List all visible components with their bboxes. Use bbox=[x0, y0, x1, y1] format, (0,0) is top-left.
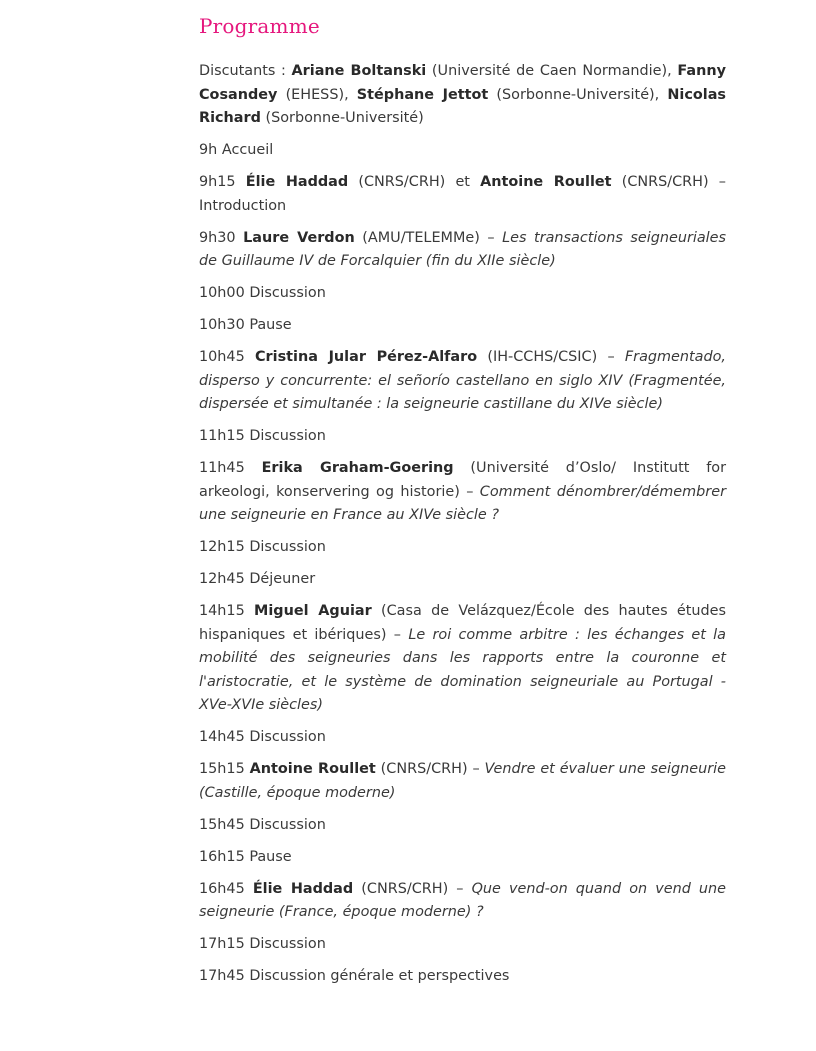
entry-text: 11h15 Discussion bbox=[199, 428, 326, 444]
entry-text: (CNRS/CRH) – bbox=[375, 761, 485, 777]
talk-title: Vendre et évaluer une seigneurie (Castille, époque moderne) bbox=[199, 761, 726, 801]
entry-text: 16h45 bbox=[199, 880, 253, 897]
programme-entry bbox=[199, 814, 726, 838]
entry-text: Discutants : bbox=[199, 63, 292, 79]
programme-entry bbox=[199, 536, 726, 560]
entry-text: 9h15 bbox=[199, 174, 246, 190]
programme-entry bbox=[199, 933, 726, 957]
talk-title: Le roi comme arbitre : les échanges et la mobilité des seigneuries dans les rapports entre la couronne et l'aristocratie, et le système de domination seigneuriale au Portugal - XVe-XVIe siècles) bbox=[199, 626, 726, 713]
page-title: Programme bbox=[199, 14, 320, 38]
entry-text: 17h15 Discussion bbox=[199, 936, 326, 952]
programme-entry bbox=[199, 846, 726, 870]
entry-text: (Université de Caen Normandie), bbox=[426, 63, 678, 79]
entry-text: (CNRS/CRH) – bbox=[353, 880, 472, 897]
entry-text: 9h30 bbox=[199, 229, 244, 246]
speaker-name: Fanny Cosandey bbox=[199, 63, 726, 103]
programme-entry bbox=[199, 60, 726, 131]
entry-text: 14h15 bbox=[199, 603, 255, 619]
programme-entry bbox=[199, 227, 726, 274]
programme-entry bbox=[199, 425, 726, 449]
entry-text: 10h00 Discussion bbox=[199, 285, 326, 301]
speaker-name: Antoine Roullet bbox=[480, 174, 612, 190]
entry-text: (AMU/TELEMMe) – bbox=[354, 229, 503, 246]
programme-entry bbox=[199, 758, 726, 805]
entry-text: 11h45 bbox=[199, 460, 262, 476]
speaker-name: Ariane Boltanski bbox=[291, 63, 427, 79]
programme-entry bbox=[199, 878, 726, 925]
talk-title: Que vend-on quand on vend une seigneurie (France, époque moderne) ? bbox=[199, 880, 727, 920]
entry-text: (Sorbonne-Université) bbox=[260, 110, 424, 126]
entry-text: 15h45 Discussion bbox=[199, 816, 326, 833]
entry-text: 10h30 Pause bbox=[199, 317, 292, 333]
programme-entry bbox=[199, 457, 726, 528]
programme-entry bbox=[199, 965, 726, 989]
speaker-name: Élie Haddad bbox=[252, 880, 354, 897]
programme-entry bbox=[199, 171, 726, 218]
speaker-name: Antoine Roullet bbox=[249, 761, 376, 777]
talk-title: Comment dénombrer/démembrer une seigneurie en France au XIVe siècle ? bbox=[199, 483, 726, 523]
entry-text: (CNRS/CRH) – Introduction bbox=[199, 174, 726, 214]
entry-text: 12h15 Discussion bbox=[199, 539, 326, 555]
entry-text: 15h15 bbox=[199, 761, 250, 777]
programme-entry bbox=[199, 346, 726, 417]
entry-text: (IH-CCHS/CSIC) – bbox=[477, 349, 625, 365]
programme-entry bbox=[199, 568, 726, 592]
programme-section bbox=[199, 14, 726, 997]
speaker-name: Cristina Jular Pérez-Alfaro bbox=[254, 349, 478, 365]
entry-text: (Casa de Velázquez/École des hautes études hispaniques et ibériques) – bbox=[199, 603, 726, 643]
entry-text: (Université d’Oslo/ Institutt for arkeologi, konservering og historie) – bbox=[199, 460, 726, 500]
talk-title: Fragmentado, disperso y concurrente: el señorío castellano en siglo XIV (Fragmentée, dispersée et simultanée : la seigneurie castillane du XIVe siècle) bbox=[199, 349, 726, 412]
programme-entry bbox=[199, 314, 726, 338]
entry-text: 17h45 Discussion générale et perspectives bbox=[199, 968, 510, 984]
entry-text: 10h45 bbox=[199, 349, 255, 365]
speaker-name: Nicolas Richard bbox=[199, 86, 726, 126]
programme-list bbox=[199, 60, 726, 989]
entry-text: (CNRS/CRH) et bbox=[348, 174, 481, 190]
entry-text: (EHESS), bbox=[277, 86, 357, 103]
entry-text: 16h15 Pause bbox=[199, 848, 292, 865]
speaker-name: Miguel Aguiar bbox=[254, 603, 372, 619]
entry-text: (Sorbonne-Université), bbox=[488, 86, 668, 103]
programme-entry bbox=[199, 726, 726, 750]
speaker-name: Stéphane Jettot bbox=[356, 86, 489, 103]
speaker-name: Laure Verdon bbox=[243, 229, 355, 246]
speaker-name: Élie Haddad bbox=[245, 174, 349, 190]
programme-entry bbox=[199, 600, 726, 718]
talk-title: Les transactions seigneuriales de Guillaume IV de Forcalquier (fin du XIIe siècle) bbox=[199, 229, 727, 269]
entry-text: 12h45 Déjeuner bbox=[199, 571, 316, 587]
programme-entry bbox=[199, 282, 726, 306]
entry-text: 14h45 Discussion bbox=[199, 729, 326, 745]
entry-text: 9h Accueil bbox=[199, 142, 274, 158]
programme-entry bbox=[199, 139, 726, 163]
speaker-name: Erika Graham-Goering bbox=[261, 460, 454, 476]
